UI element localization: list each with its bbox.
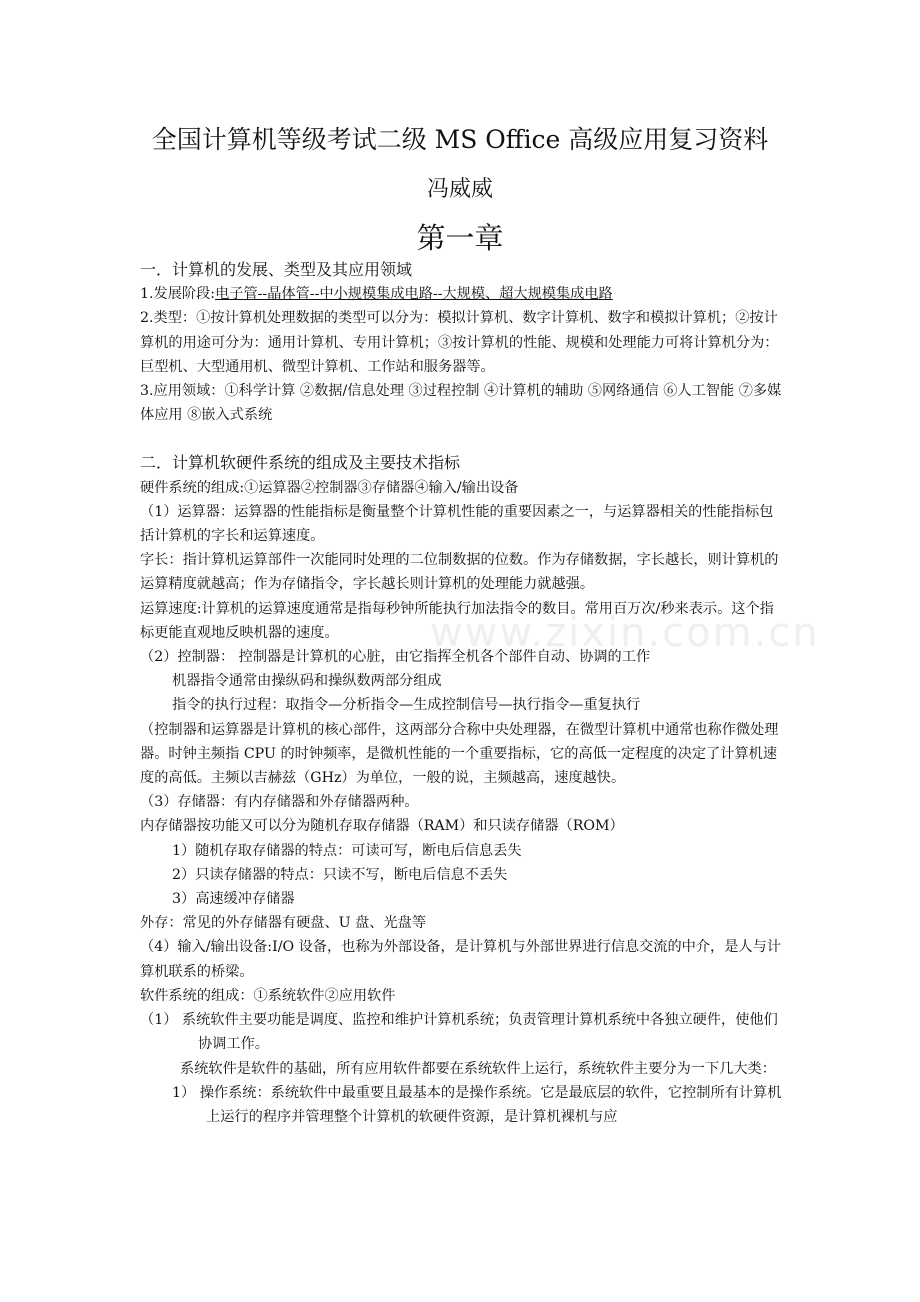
document-body <box>140 258 785 1129</box>
memory-paragraph: （3）存储器：有内存储器和外存储器两种。 <box>140 794 419 811</box>
io-paragraph: （4）输入/输出设备:I/O 设备，也称为外部设备，是计算机与外部世界进行信息交流的中介，是人与计算机联系的桥梁。 <box>140 939 781 980</box>
system-software-item: （1） 系统软件主要功能是调度、监控和维护计算机系统；负责管理计算机系统中各独立硬件，使他们协调工作。 <box>140 1012 778 1053</box>
cache-item: 3）高速缓冲存储器 <box>172 891 295 908</box>
document-author: 冯威威 <box>426 177 493 202</box>
external-storage: 外存：常见的外存储器有硬盘、U 盘、光盘等 <box>140 915 427 932</box>
ram-item: 1）随机存取存储器的特点：可读可写，断电后信息丢失 <box>172 842 522 859</box>
system-software-base: 系统软件是软件的基础，所有应用软件都要在系统软件上运行，系统软件主要分为一下几大类： <box>180 1060 776 1077</box>
instruction-execution: 指令的执行过程：取指令—分析指令—生成控制信号—执行指令—重复执行 <box>172 697 641 714</box>
cpu-paragraph: （控制器和运算器是计算机的核心部件，这两部分合称中央处理器，在微型计算机中通常也称作微处理器。时钟主频指 CPU 的时钟频率，是微机性能的一个重要指标，它的高低一定程度的决定了计算机速度的高低。主频以吉赫兹（GHz）为单位，一般的说，主频越高，速度越快。 <box>140 721 779 787</box>
word-length-paragraph: 字长：指计算机运算部件一次能同时处理的二位制数据的位数。作为存储数据，字长越长，则计算机的运算精度就越高；作为存储指令，字长越长则计算机的处理能力就越强。 <box>140 552 779 593</box>
paragraph-gap <box>140 427 785 451</box>
section-1-heading: 一．计算机的发展、类型及其应用领域 <box>140 260 413 279</box>
instruction-format: 机器指令通常由操纵码和操纵数两部分组成 <box>172 673 442 690</box>
development-stages-value: 电子管--晶体管--中小规模集成电路--大规模、超大规模集成电路 <box>215 286 613 303</box>
application-fields: 3.应用领域：①科学计算 ②数据/信息处理 ③过程控制 ④计算机的辅助 ⑤网络通信 ⑥人工智能 ⑦多媒体应用 ⑧嵌入式系统 <box>140 383 782 424</box>
controller-paragraph: （2）控制器： 控制器是计算机的心脏，由它指挥全机各个部件自动、协调的工作 <box>140 649 651 666</box>
computer-types: 2.类型：①按计算机处理数据的类型可以分为：模拟计算机、数字计算机、数字和模拟计算机；②按计算机的用途可分为：通用计算机、专用计算机；③按计算机的性能、规模和处理能力可将计算机分为：巨型机、大型通用机、微型计算机、工作站和服务器等。 <box>140 310 779 375</box>
hardware-composition: 硬件系统的组成:①运算器②控制器③存储器④输入/输出设备 <box>140 479 519 496</box>
watermark: www.zixin.com.cn <box>430 610 820 656</box>
speed-paragraph: 运算速度:计算机的运算速度通常是指每秒钟所能执行加法指令的数目。常用百万次/秒来表示。这个指标更能直观地反映机器的速度。 <box>140 600 774 641</box>
document-title: 全国计算机等级考试二级 MS Office 高级应用复习资料 <box>151 125 769 154</box>
software-composition: 软件系统的组成：①系统软件②应用软件 <box>140 987 396 1004</box>
operating-system-item: 1） 操作系统：系统软件中最重要且最基本的是操作系统。它是最底层的软件，它控制所有计算机上运行的程序并管理整个计算机的软硬件资源，是计算机裸机与应 <box>172 1084 782 1125</box>
development-stages <box>140 282 785 306</box>
rom-item: 2）只读存储器的特点：只读不写，断电后信息不丢失 <box>172 866 508 883</box>
chapter-heading: 第一章 <box>416 221 504 255</box>
development-stages-label: 1.发展阶段: <box>140 286 216 303</box>
alu-paragraph: （1）运算器：运算器的性能指标是衡量整个计算机性能的重要因素之一，与运算器相关的性能指标包括计算机的字长和运算速度。 <box>140 503 774 545</box>
memory-types: 内存储器按功能又可以分为随机存取存储器（RAM）和只读存储器（ROM） <box>140 818 624 835</box>
section-2-heading: 二．计算机软硬件系统的组成及主要技术指标 <box>140 453 461 473</box>
